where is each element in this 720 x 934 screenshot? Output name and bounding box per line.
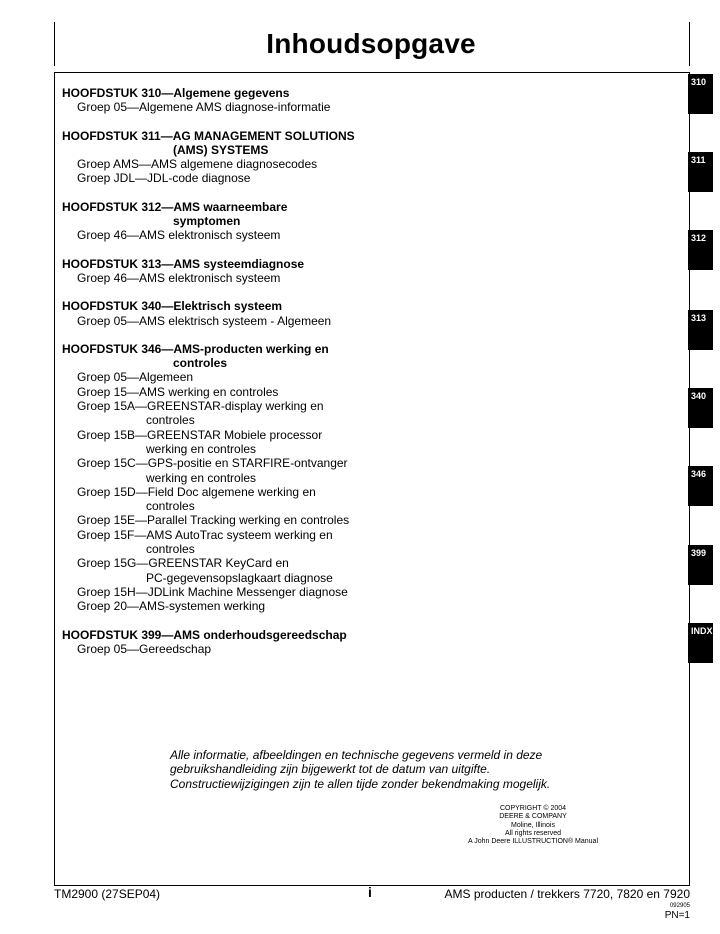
copyright-line: A John Deere ILLUSTRUCTION® Manual (467, 838, 599, 846)
group-entry-line: Groep 05—Algemeen (77, 370, 194, 385)
group-entry[interactable] (62, 385, 402, 399)
chapter-tab-310[interactable]: 310 (688, 74, 713, 114)
copyright-line: Moline, Illinois (511, 821, 555, 829)
revision-notice (170, 748, 590, 791)
group-entry-line: Groep JDL—JDL-code diagnose (77, 171, 251, 186)
group-entry-line: controles (146, 542, 195, 557)
chapter-heading-line: HOOFDSTUK 340—Elektrisch systeem (62, 299, 283, 314)
chapter-heading-line: HOOFDSTUK 313—AMS systeemdiagnose (62, 256, 305, 271)
chapter-heading-line: HOOFDSTUK 312—AMS waarneembare (62, 199, 288, 214)
chapter-heading[interactable] (62, 200, 402, 229)
group-entry-line: Groep 15C—GPS-positie en STARFIRE-ontvanger (77, 456, 348, 471)
group-entry-line: Groep 15G—GREENSTAR KeyCard en (77, 556, 289, 571)
group-entry[interactable] (62, 157, 402, 171)
group-entry-line: Groep 05—Gereedschap (77, 641, 212, 656)
footer-page-number: i (368, 884, 372, 900)
group-entry[interactable] (62, 528, 402, 557)
group-entry-line: Groep 15D—Field Doc algemene werking en (77, 484, 316, 499)
group-entry[interactable] (62, 428, 402, 457)
chapter-heading[interactable] (62, 257, 402, 271)
copyright-line: COPYRIGHT © 2004 (499, 805, 567, 812)
chapter-entry (62, 257, 402, 286)
chapter-heading-line: HOOFDSTUK 399—AMS onderhoudsgereedschap (62, 627, 347, 642)
chapter-entry (62, 299, 402, 328)
group-entry[interactable] (62, 314, 402, 328)
group-entry[interactable] (62, 485, 402, 514)
chapter-heading[interactable] (62, 129, 402, 158)
table-of-contents (62, 86, 402, 670)
chapter-tab-indx[interactable]: INDX (688, 623, 713, 663)
copyright-line: DEERE & COMPANY (499, 813, 567, 821)
group-entry[interactable] (62, 556, 402, 585)
group-entry-line: Groep 15F—AMS AutoTrac systeem werking en (77, 527, 333, 542)
group-entry-line: Groep 05—Algemene AMS diagnose-informatie (77, 100, 331, 115)
chapter-heading-line: HOOFDSTUK 311—AG MANAGEMENT SOLUTIONS (62, 128, 355, 143)
chapter-heading[interactable] (62, 299, 402, 313)
group-entry[interactable] (62, 599, 402, 613)
group-entry-line: Groep AMS—AMS algemene diagnosecodes (77, 157, 318, 172)
chapter-heading[interactable] (62, 86, 402, 100)
chapter-heading-line: HOOFDSTUK 346—AMS-producten werking en (62, 341, 329, 356)
group-entry-line: PC-gegevensopslagkaart diagnose (146, 570, 333, 585)
group-entry-line: Groep 20—AMS-systemen werking (77, 599, 266, 614)
group-entry[interactable] (62, 513, 402, 527)
group-entry-line: Groep 15B—GREENSTAR Mobiele processor (77, 427, 323, 442)
group-entry-line: controles (146, 413, 195, 428)
chapter-tab-399[interactable]: 399 (688, 545, 713, 585)
chapter-entry (62, 628, 402, 657)
chapter-tab-312[interactable]: 312 (688, 230, 713, 270)
group-entry[interactable] (62, 228, 402, 242)
group-entry-line: Groep 15H—JDLink Machine Messenger diagnose (77, 584, 348, 599)
group-entry[interactable] (62, 370, 402, 384)
footer-code: 092905 (669, 903, 690, 909)
group-entry[interactable] (62, 100, 402, 114)
chapter-heading[interactable] (62, 628, 402, 642)
chapter-tab-313[interactable]: 313 (688, 310, 713, 350)
footer-manual-title: AMS producten / trekkers 7720, 7820 en 7920 (444, 887, 690, 901)
chapter-entry (62, 86, 402, 115)
chapter-heading-line: HOOFDSTUK 310—Algemene gegevens (62, 86, 290, 100)
group-entry[interactable] (62, 271, 402, 285)
group-entry[interactable] (62, 585, 402, 599)
group-entry-line: Groep 46—AMS elektronisch systeem (77, 270, 281, 285)
group-entry[interactable] (62, 642, 402, 656)
copyright-block (458, 805, 608, 846)
group-entry[interactable] (62, 399, 402, 428)
page-title: Inhoudsopgave (266, 28, 476, 59)
group-entry[interactable] (62, 171, 402, 185)
group-entry-line: Groep 15—AMS werking en controles (77, 384, 279, 399)
chapter-heading-line: symptomen (173, 214, 241, 229)
group-entry[interactable] (62, 456, 402, 485)
group-entry-line: controles (146, 499, 195, 514)
chapter-heading-line: (AMS) SYSTEMS (173, 142, 269, 157)
footer-manual-id: TM2900 (27SEP04) (54, 887, 161, 901)
group-entry-line: Groep 15A—GREENSTAR-display werking en (77, 399, 324, 414)
copyright-line: All rights reserved (504, 829, 562, 837)
chapter-entry (62, 200, 402, 243)
group-entry-line: Groep 15E—Parallel Tracking werking en controles (77, 513, 350, 528)
chapter-heading[interactable] (62, 342, 402, 371)
notice-line: gebruikshandleiding zijn bijgewerkt tot de datum van uitgifte. (170, 762, 491, 777)
chapter-tab-340[interactable]: 340 (688, 388, 713, 428)
chapter-entry (62, 129, 402, 186)
chapter-tab-311[interactable]: 311 (688, 152, 713, 192)
chapter-tab-346[interactable]: 346 (688, 466, 713, 506)
notice-line: Alle informatie, afbeeldingen en technische gegevens vermeld in deze (170, 748, 543, 762)
chapter-heading-line: controles (173, 356, 228, 371)
footer-pn: PN=1 (664, 910, 690, 921)
group-entry-line: werking en controles (146, 441, 257, 456)
group-entry-line: Groep 05—AMS elektrisch systeem - Algemeen (77, 313, 332, 328)
notice-line: Constructiewijzigingen zijn te allen tijde zonder bekendmaking mogelijk. (170, 776, 551, 791)
group-entry-line: werking en controles (146, 470, 257, 485)
group-entry-line: Groep 46—AMS elektronisch systeem (77, 228, 281, 243)
chapter-entry (62, 342, 402, 614)
